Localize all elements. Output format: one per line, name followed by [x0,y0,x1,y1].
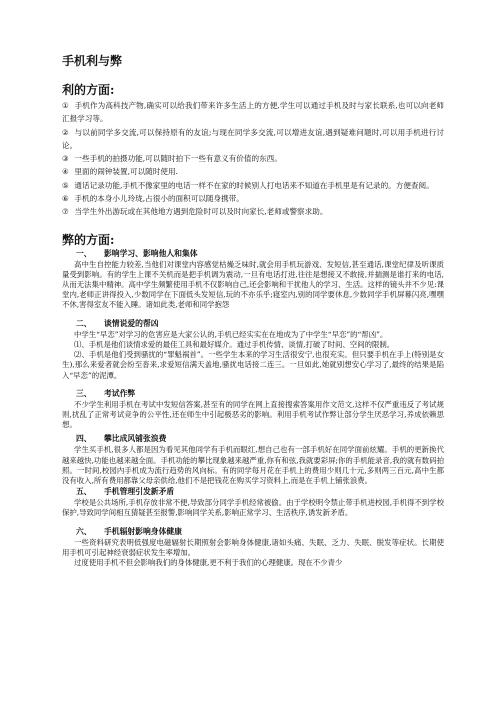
section-index: 六、 [76,526,92,536]
section-index: 二、 [76,318,92,328]
list-item [62,152,444,165]
list-item [62,99,444,126]
section-title: 手机辐射影响身体健康 [104,526,182,536]
pros-list [62,99,444,219]
section-index: 五、 [76,487,92,497]
item-text: 与以前同学多交流,可以保持原有的友谊;与现在同学多交流,可以增进友谊,遇到疑难问题时,可以用手机进行讨论。 [62,127,444,150]
item-number: ② [62,127,69,137]
item-text: 通话记录功能,手机不像家里的电话一样不在家的时候别人打电话来不知道在手机里是有记录的。方便查阅。 [74,180,434,190]
section-title: 谈情说爱的帮凶 [104,318,159,328]
paragraph: 过度使用手机不但会影响我们的身体健康,更不利于我们的心理健康。现在不少青少 [74,557,343,567]
item-number: ③ [62,154,69,164]
section-heading [62,388,444,400]
section-title: 影响学习、影响他人和集体 [104,248,198,258]
section-title: 手机管理引发新矛盾 [104,487,175,497]
item-number: ⑤ [62,180,69,190]
paragraph: 高中生自控能力较差,当他们对课堂内容感觉枯燥乏味时,就会用手机玩游戏、发短信,甚至通话,课堂纪律及听课质量受到影响。有的学生上课不关机而是把手机调为震动,一旦有电话打进,往往是想接又不敢接,并揣测是谁打来的电话,从而无法集中精神。高中学生频繁使用手机不仅影响自己,还会影响和干扰他人的学习、生活。这样的镜头并不少见:课堂内,老师正讲得投入,少数同学在下面低头发短信,玩的不亦乐乎;寝室内,别的同学要休息,少数同学手机屏幕闪亮,嘿嘿不休,害得室友不能入睡。诸如此类,老师和同学抱怨 [62,259,444,310]
cons-heading: 弊的方面: [62,232,115,247]
item-number: ⑥ [62,194,69,204]
section-heading [62,526,444,538]
section-heading [62,486,444,498]
paragraph: ⑵、手机是他们受到骚扰的“罪魁祸首”。一些学生本来的学习生活很安宁,也很充实。但只要手机在手上(特别是女生),那么来爱者就会纷至沓来,求爱短信满天盖地,骚扰电话接二连三。一旦如此,她就别想安心学习了,最终的结果是陷入“早恋”的泥潭。 [62,350,444,380]
section-index: 一、 [76,248,92,258]
section-title: 考试作弊 [104,388,136,398]
paragraph: 不少学生利用手机在考试中发短信答案,甚至有的同学在网上直接搜索答案用作文范文,这样不仅严重违反了考试规则,扰乱了正常考试竞争的公平性,还在师生中引起极恶劣的影响。利用手机考试作弊让部分学生厌恶学习,养成依赖思想。 [62,399,444,430]
item-number: ④ [62,167,69,177]
section-title: 攀比成风铺张浪费 [104,434,167,444]
paragraph: 一些资料研究表明低强度电磁辐射长期照射会影响身体健康,诸如头痛、失眠、乏力、失眠、脱发等症状。长期使用手机可引起神经衰弱症状发生率增加。 [62,537,444,557]
item-number: ⑦ [62,207,69,217]
section-heading [62,433,444,445]
section-index: 四、 [76,434,92,444]
item-text: 手机的本身小儿玲珑,占很小的面积可以随身携带。 [74,194,244,204]
paragraph: 学校是公共场所,手机存放非常不便,导致部分同学手机经常被偷。由于学校明令禁止带手机进校园,手机得不到学校保护,导致同学间相互猜疑甚至报警,影响同学关系,影响正常学习、生活秩序,诱发新矛盾。 [62,498,444,518]
list-item [62,192,444,205]
list-item [62,126,444,153]
list-item [62,165,444,178]
item-text: 手机作为高科技产物,确实可以给我们带来许多生活上的方便,学生可以通过手机及时与家长联系,也可以向老师汇报学习等。 [62,101,444,124]
section-index: 三、 [76,388,92,398]
document-title: 手机利与弊 [62,54,123,68]
item-text: 一些手机的拍摄功能,可以随时拍下一些有意义有价值的东西。 [74,154,282,164]
paragraph: ⑴、手机是他们谈情求爱的最佳工具和最好媒介。通过手机传情、谈情,打破了时间、空间的限制。 [74,339,395,349]
item-text: 当学生外出游玩或在其他地方遇到危险时可以及时向家长,老师或警察求助。 [74,207,328,217]
paragraph: 学生买手机,很多人都是因为看见其他同学有手机而眼红,想自己也有一部手机好在同学面前炫耀。手机的更新换代越来越快,功能也越来越全面。手机功能的攀比现象越来越严重,你有和弦,我就要彩屏;你的手机能录音,我的就有数码拍照。一时间,校园内手机成为流行趋势的风向标。有的同学每月花在手机上的费用少则几十元,多则两三百元,高中生都没有收入,所有费用都靠父母亲供给,他们不是把钱花在购买学习资料上,而是在手机上铺张浪费。 [62,445,444,485]
list-item [62,205,444,218]
paragraph: 中学生“早恋”对学习的危害应是大家公认的,手机已经实实在在地成为了中学生“早恋”的“帮凶”。 [74,329,388,339]
section-heading [62,318,444,330]
section-heading [62,248,444,260]
list-item [62,179,444,192]
item-number: ① [62,101,69,110]
item-text: 里面的闹钟装置,可以随时使用. [74,167,178,177]
pros-heading: 利的方面: [62,83,115,97]
